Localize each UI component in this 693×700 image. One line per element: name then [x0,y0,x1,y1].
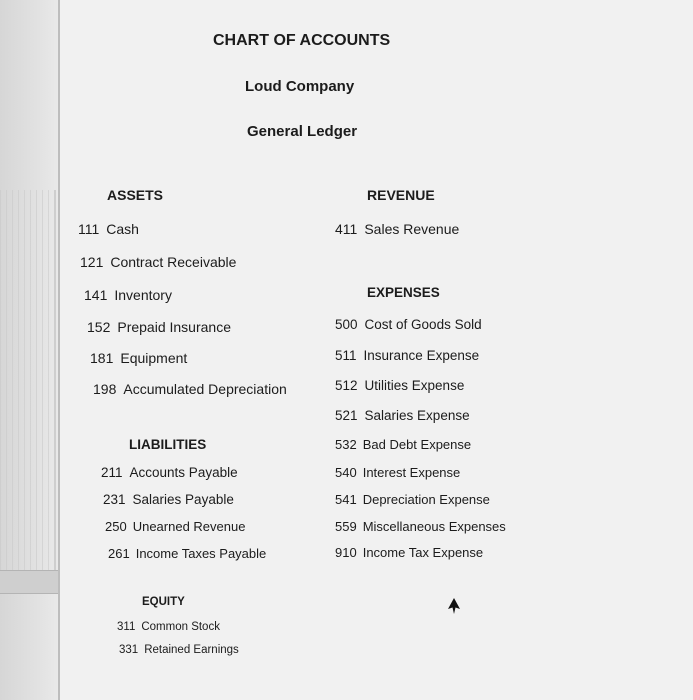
account-row [335,221,459,237]
account-number: 411 [335,221,358,237]
account-name: Contract Receivable [110,254,237,270]
revenue-heading: REVENUE [367,187,435,203]
account-number: 521 [335,408,358,423]
account-name: Equipment [120,350,188,366]
account-name: Retained Earnings [144,644,239,656]
account-row [101,465,238,480]
expenses-heading: EXPENSES [367,285,440,300]
account-row [335,545,483,560]
account-number: 541 [335,492,357,507]
account-name: Inventory [114,287,172,303]
account-row [335,492,490,507]
screen-frame-edge [0,190,56,590]
document-title: CHART OF ACCOUNTS [213,32,391,49]
account-row [90,350,187,366]
account-number: 512 [335,378,358,393]
account-number: 141 [84,287,108,303]
account-row [335,465,460,480]
account-row [335,378,464,393]
account-name: Cost of Goods Sold [364,317,482,332]
account-row [117,621,220,633]
account-row [335,519,506,534]
account-row [80,254,236,270]
account-number: 532 [335,437,357,452]
account-number: 181 [90,350,114,366]
account-number: 511 [335,348,357,363]
assets-heading: ASSETS [107,187,164,203]
account-name: Salaries Payable [132,492,234,507]
account-row [87,319,231,335]
account-number: 540 [335,465,357,480]
account-name: Income Taxes Payable [135,546,267,561]
account-name: Insurance Expense [363,348,480,363]
account-number: 111 [78,221,100,237]
account-number: 121 [80,254,104,270]
company-name: Loud Company [245,78,355,95]
account-number: 500 [335,317,358,332]
account-row [105,519,245,534]
account-number: 559 [335,519,357,534]
account-name: Common Stock [141,621,220,633]
account-name: Accounts Payable [129,465,238,480]
account-number: 910 [335,545,357,560]
account-row [84,287,172,303]
account-name: Unearned Revenue [132,519,246,534]
account-number: 311 [117,621,136,633]
account-number: 211 [101,465,123,480]
account-name: Prepaid Insurance [117,319,231,335]
account-row [335,408,470,423]
account-name: Miscellaneous Expenses [362,519,506,534]
account-number: 261 [108,546,130,561]
account-name: Utilities Expense [364,378,465,393]
account-number: 152 [87,319,111,335]
account-name: Depreciation Expense [362,492,490,507]
account-row [103,492,234,507]
account-name: Salaries Expense [364,408,470,423]
account-name: Bad Debt Expense [362,437,472,452]
account-number: 331 [119,644,139,656]
account-name: Sales Revenue [364,221,460,237]
account-number: 198 [93,381,117,397]
account-name: Cash [106,221,139,237]
account-row [93,381,287,397]
account-row [78,221,139,237]
account-row [119,644,239,656]
screen-frame-bar [0,570,60,594]
account-row [335,437,471,452]
account-row [335,317,482,332]
mouse-pointer-icon [447,597,461,615]
account-number: 231 [103,492,126,507]
account-row [335,348,479,363]
account-name: Interest Expense [362,465,461,480]
account-row [108,546,266,561]
ledger-name: General Ledger [247,123,358,140]
account-name: Accumulated Depreciation [123,381,287,397]
account-name: Income Tax Expense [362,545,484,560]
liabilities-heading: LIABILITIES [129,437,207,452]
equity-heading: EQUITY [142,596,185,608]
account-number: 250 [105,519,127,534]
